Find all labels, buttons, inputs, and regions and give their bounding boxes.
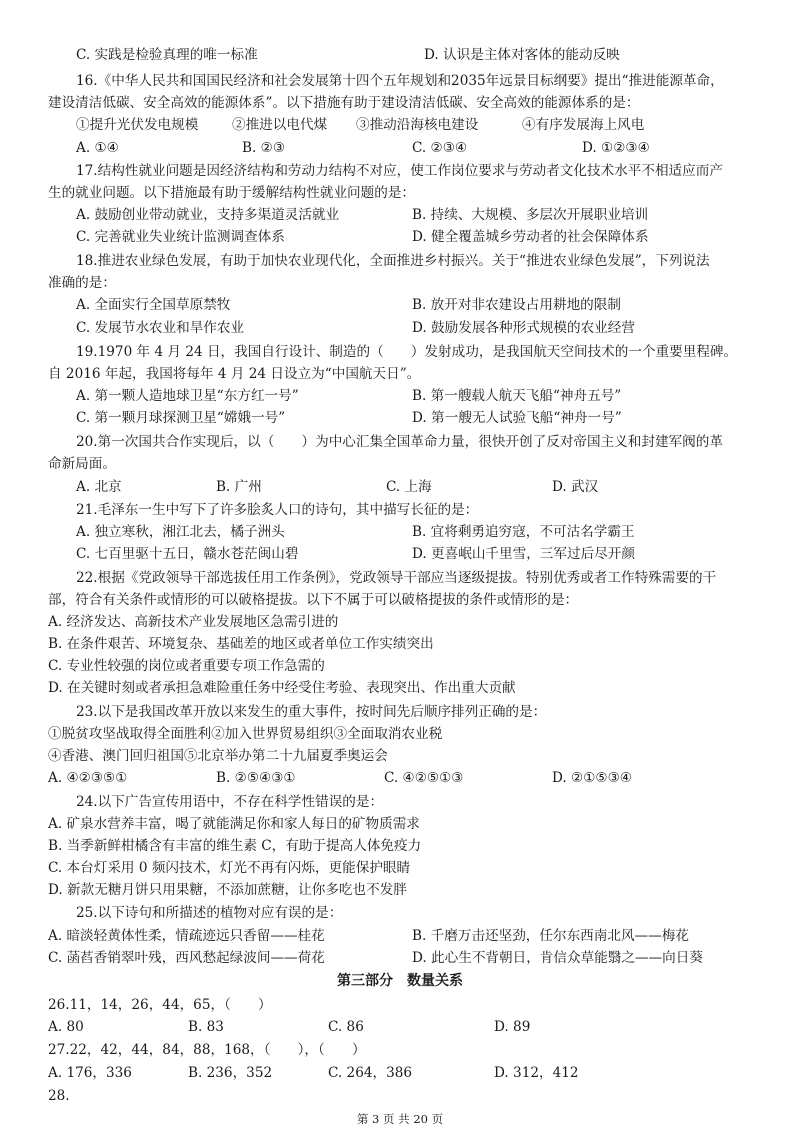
q16-item-2: ②推进以电代煤 <box>232 117 328 133</box>
q25-option-d: D. 此心生不背朝日，肯信众草能翳之——向日葵 <box>412 950 703 966</box>
q16-item-4: ④有序发展海上风电 <box>522 117 645 133</box>
q26-option-d: D. 89 <box>494 1019 531 1035</box>
q23-option-b: B. ②⑤④③① <box>216 770 296 786</box>
q16-stem-cont: 建设清洁低碳、安全高效的能源体系”。以下措施有助于建设清洁低碳、安全高效的能源体系的是： <box>48 95 640 111</box>
q20-stem-cont: 命新局面。 <box>48 456 116 472</box>
q22-option-c: C. 专业性较强的岗位或者重要专项工作急需的 <box>48 658 325 674</box>
q27-option-c: C. 264，386 <box>328 1065 413 1081</box>
q23-stem: 23.以下是我国改革开放以来发生的重大事件，按时间先后顺序排列正确的是： <box>76 704 547 720</box>
page-footer: 第 3 页 共 20 页 <box>356 1112 444 1126</box>
q27-stem: 27.22，42，44，84，88，168，（ ），（ ） <box>48 1042 366 1058</box>
q21-option-b: B. 宜将剩勇追穷寇，不可沽名学霸王 <box>412 524 635 540</box>
q21-option-c: C. 七百里驱十五日，赣水苍茫闽山碧 <box>76 546 299 562</box>
q18-option-c: C. 发展节水农业和旱作农业 <box>76 320 245 336</box>
q16-stem: 16.《中华人民共和国国民经济和社会发展第十四个五年规划和2035年远景目标纲要》提出“推进能源革命， <box>76 73 724 89</box>
q22-stem: 22.根据《党政领导干部选拔任用工作条例》，党政领导干部应当逐级提拔。特别优秀或者工作特殊需要的干 <box>76 570 717 586</box>
q26-stem: 26.11，14，26，44，65，（ ） <box>48 997 272 1013</box>
q28-stem: 28. <box>48 1088 70 1104</box>
q19-option-b: B. 第一艘载人航天飞船“神舟五号” <box>412 388 622 404</box>
q17-option-b: B. 持续、大规模、多层次开展职业培训 <box>412 207 649 223</box>
q24-stem: 24.以下广告宣传用语中，不存在科学性错误的是： <box>76 794 384 810</box>
q24-option-d: D. 新款无糖月饼只用果糖，不添加蔗糖，让你多吃也不发胖 <box>48 882 407 898</box>
q20-option-d: D. 武汉 <box>552 479 599 495</box>
q27-option-a: A. 176，336 <box>48 1065 132 1081</box>
q20-option-a: A. 北京 <box>76 479 122 495</box>
q23-option-a: A. ④②③⑤① <box>48 770 128 786</box>
q23-option-d: D. ②①⑤③④ <box>552 770 632 786</box>
q18-stem: 18.推进农业绿色发展，有助于加快农业现代化，全面推进乡村振兴。关于“推进农业绿色发展”，下列说法 <box>76 253 710 269</box>
section-heading: 第三部分 数量关系 <box>337 973 463 989</box>
q19-option-a: A. 第一颗人造地球卫星“东方红一号” <box>76 388 299 404</box>
q22-option-d: D. 在关键时刻或者承担急难险重任务中经受住考验、表现突出、作出重大贡献 <box>48 680 516 696</box>
q16-item-3: ③推动沿海核电建设 <box>356 117 479 133</box>
q16-item-1: ①提升光伏发电规模 <box>76 117 199 133</box>
q19-option-d: D. 第一艘无人试验飞船“神舟一号” <box>412 410 622 426</box>
q26-option-b: B. 83 <box>188 1019 224 1035</box>
q18-option-d: D. 鼓励发展各种形式规模的农业经营 <box>412 320 635 336</box>
q15-option-c: C. 实践是检验真理的唯一标准 <box>76 47 258 63</box>
q19-option-c: C. 第一颗月球探测卫星“嫦娥一号” <box>76 410 286 426</box>
q25-stem: 25.以下诗句和所描述的植物对应有误的是： <box>76 905 343 921</box>
q23-items-line2: ④香港、澳门回归祖国⑤北京举办第二十九届夏季奥运会 <box>48 748 388 764</box>
q24-option-c: C. 本台灯采用 0 频闪技术，灯光不再有闪烁，更能保护眼睛 <box>48 860 411 876</box>
q16-option-a: A. ①④ <box>76 140 119 156</box>
q22-stem-cont: 部，符合有关条件或情形的可以破格提拔。以下不属于可以破格提拔的条件或情形的是： <box>48 592 579 608</box>
q17-option-a: A. 鼓励创业带动就业，支持多渠道灵活就业 <box>76 207 340 223</box>
q18-option-a: A. 全面实行全国草原禁牧 <box>76 297 231 313</box>
q17-option-d: D. 健全覆盖城乡劳动者的社会保障体系 <box>412 229 649 245</box>
q25-option-a: A. 暗淡轻黄体性柔，情疏迹远只香留——桂花 <box>48 928 325 944</box>
q27-option-b: B. 236，352 <box>188 1065 273 1081</box>
q21-option-a: A. 独立寒秋，湘江北去，橘子洲头 <box>76 524 285 540</box>
q26-option-a: A. 80 <box>48 1019 84 1035</box>
q20-option-c: C. 上海 <box>386 479 432 495</box>
q15-option-d: D. 认识是主体对客体的能动反映 <box>424 47 620 63</box>
q25-option-c: C. 菡萏香销翠叶残，西风愁起绿波间——荷花 <box>48 950 325 966</box>
q27-option-d: D. 312，412 <box>494 1065 579 1081</box>
q20-option-b: B. 广州 <box>216 479 262 495</box>
q24-option-b: B. 当季新鲜柑橘含有丰富的维生素 C，有助于提高人体免疫力 <box>48 838 422 854</box>
q22-option-b: B. 在条件艰苦、环境复杂、基础差的地区或者单位工作实绩突出 <box>48 636 434 652</box>
q18-option-b: B. 放开对非农建设占用耕地的限制 <box>412 297 621 313</box>
q16-option-d: D. ①②③④ <box>582 140 650 156</box>
q23-option-c: C. ④②⑤①③ <box>384 770 464 786</box>
q16-option-c: C. ②③④ <box>412 140 468 156</box>
q17-stem: 17.结构性就业问题是因经济结构和劳动力结构不对应，使工作岗位要求与劳动者文化技术水平不相适应而产 <box>76 163 723 179</box>
q19-stem-cont: 自 2016 年起，我国将每年 4 月 24 日设立为“中国航天日”。 <box>48 366 421 382</box>
q17-stem-cont: 生的就业问题。以下措施最有助于缓解结构性就业问题的是： <box>48 185 416 201</box>
q26-option-c: C. 86 <box>328 1019 364 1035</box>
q19-stem: 19.1970 年 4 月 24 日，我国自行设计、制造的（ ）发射成功，是我国航天空间技术的一个重要里程碑。 <box>76 344 738 360</box>
q25-option-b: B. 千磨万击还坚劲，任尔东西南北风——梅花 <box>412 928 689 944</box>
q16-option-b: B. ②③ <box>242 140 286 156</box>
q17-option-c: C. 完善就业失业统计监测调查体系 <box>76 229 285 245</box>
q20-stem: 20.第一次国共合作实现后，以（ ）为中心汇集全国革命力量，很快开创了反对帝国主义和封建军阀的革 <box>76 434 723 450</box>
q23-items-line1: ①脱贫攻坚战取得全面胜利②加入世界贸易组织③全面取消农业税 <box>48 726 443 742</box>
q18-stem-cont: 准确的是： <box>48 275 116 291</box>
q21-stem: 21.毛泽东一生中写下了许多脍炙人口的诗句，其中描写长征的是： <box>76 502 479 518</box>
q22-option-a: A. 经济发达、高新技术产业发展地区急需引进的 <box>48 614 339 630</box>
q24-option-a: A. 矿泉水营养丰富，喝了就能满足你和家人每日的矿物质需求 <box>48 816 420 832</box>
q21-option-d: D. 更喜岷山千里雪，三军过后尽开颜 <box>412 546 635 562</box>
